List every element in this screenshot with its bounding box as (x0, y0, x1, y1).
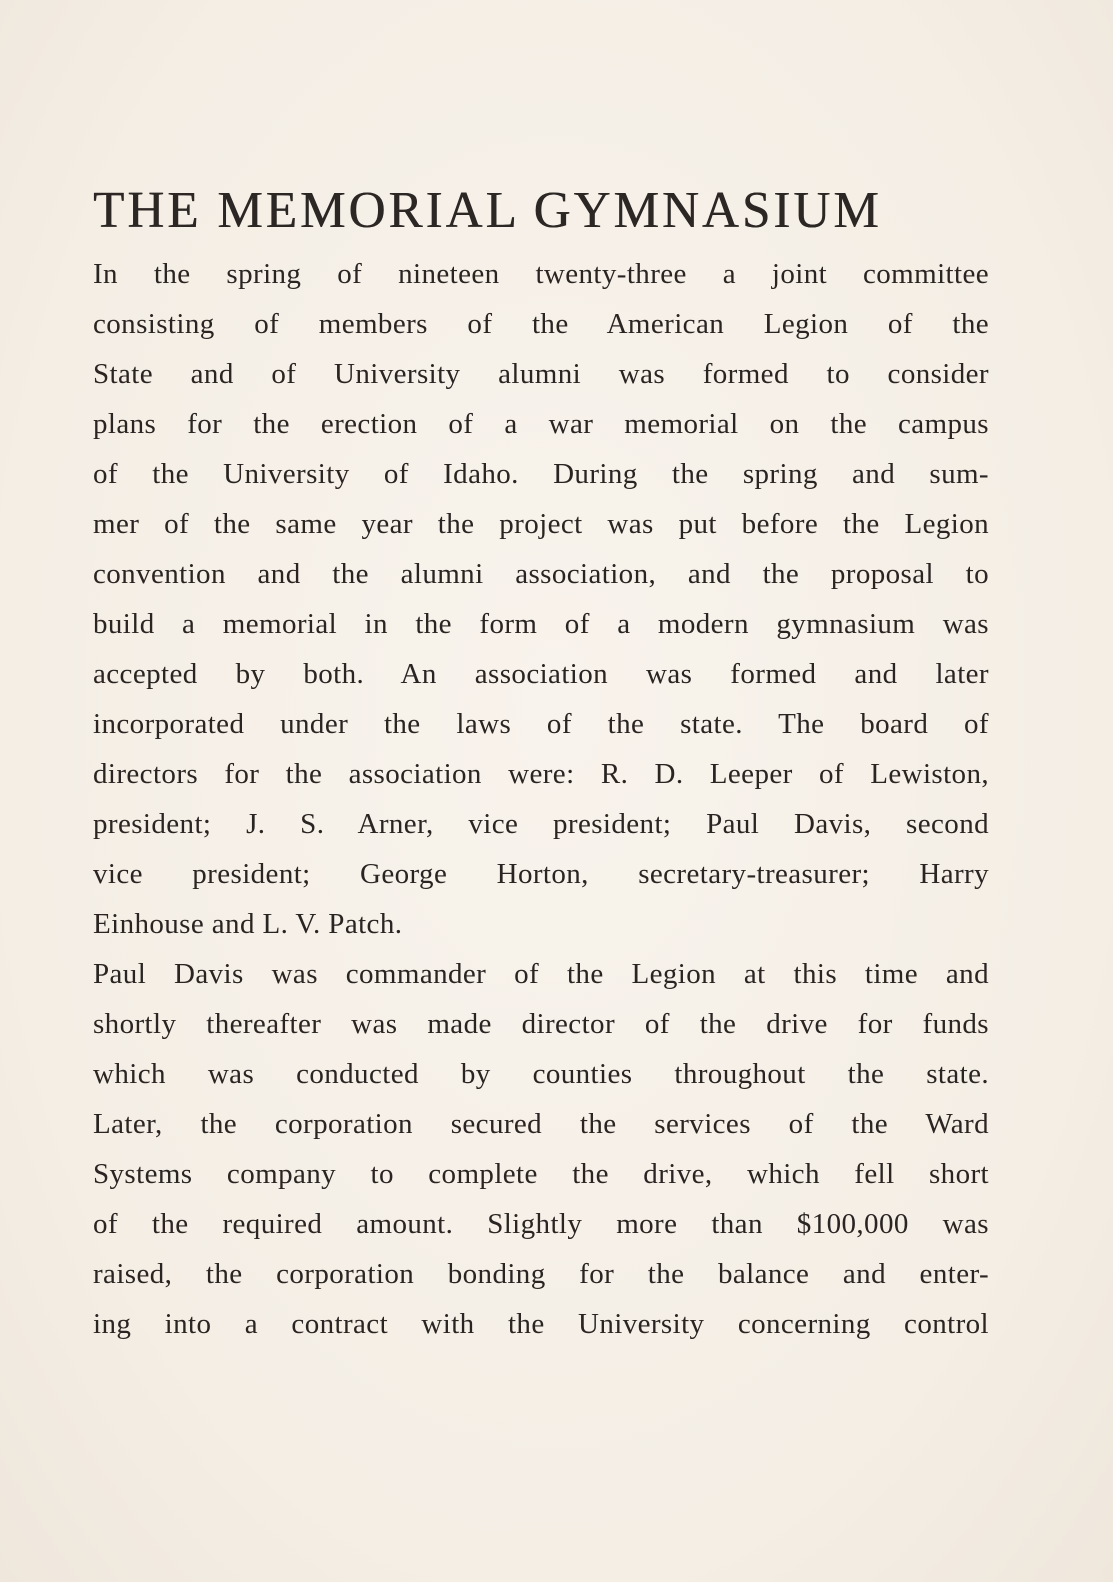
text-line: In the spring of nineteen twenty-three a joint committee (93, 258, 989, 290)
paragraph-1 (93, 249, 989, 949)
paragraph-2 (93, 949, 989, 1349)
text-line: president; J. S. Arner, vice president; Paul Davis, second (93, 808, 989, 840)
text-line: Einhouse and L. V. Patch. (93, 908, 403, 940)
page-title: THE MEMORIAL GYMNASIUM (93, 182, 882, 239)
text-line: Later, the corporation secured the services of the Ward (93, 1108, 989, 1140)
text-line: convention and the alumni association, and the proposal to (93, 558, 989, 590)
document-page (93, 181, 989, 1349)
text-line: of the required amount. Slightly more than $100,000 was (93, 1208, 989, 1240)
text-line: of the University of Idaho. During the spring and sum- (93, 458, 989, 490)
text-line: Paul Davis was commander of the Legion at this time and (93, 958, 989, 990)
text-line: consisting of members of the American Legion of the (93, 308, 989, 340)
text-line: accepted by both. An association was formed and later (93, 658, 989, 690)
text-line: which was conducted by counties throughout the state. (93, 1058, 989, 1090)
text-line: Systems company to complete the drive, which fell short (93, 1158, 989, 1190)
text-line: raised, the corporation bonding for the balance and enter- (93, 1258, 989, 1290)
text-line: directors for the association were: R. D. Leeper of Lewiston, (93, 758, 989, 790)
text-line: incorporated under the laws of the state. The board of (93, 708, 989, 740)
text-line: plans for the erection of a war memorial on the campus (93, 408, 989, 440)
text-line: mer of the same year the project was put before the Legion (93, 508, 989, 540)
text-line: ing into a contract with the University concerning control (93, 1308, 989, 1340)
text-line: build a memorial in the form of a modern gymnasium was (93, 608, 989, 640)
text-line: State and of University alumni was formed to consider (93, 358, 989, 390)
text-line: vice president; George Horton, secretary-treasurer; Harry (93, 858, 989, 890)
text-line: shortly thereafter was made director of the drive for funds (93, 1008, 989, 1040)
